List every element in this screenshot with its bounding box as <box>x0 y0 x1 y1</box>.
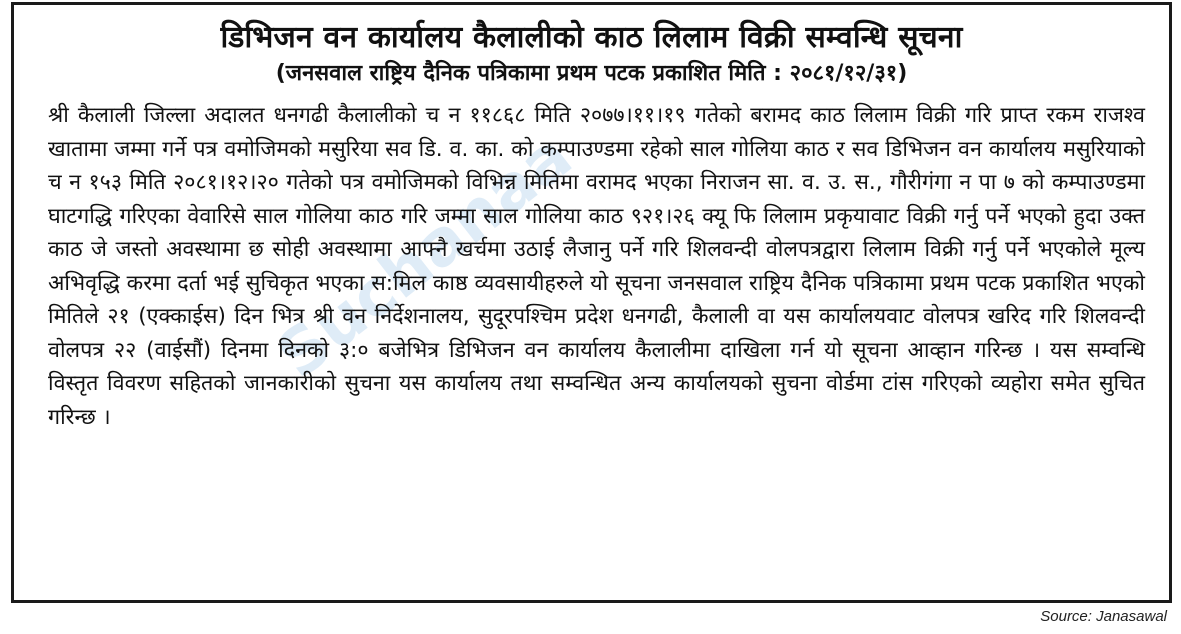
source-credit: Source: Janasawal <box>1040 608 1167 625</box>
notice-frame <box>11 2 1172 603</box>
watermark-text: Suchanaa <box>264 119 586 394</box>
notice-body: श्री कैलाली जिल्ला अदालत धनगढी कैलालीको च न ११८६८ मिति २०७७।११।१९ गतेको बरामद काठ लिलाम विक्री गरि प्राप्त रकम राजश्व खातामा जम्मा गर्ने पत्र वमोजिमको मसुरिया सव डि. व. का. को कम्पाउण्डमा रहेको साल गोलिया काठ र सव डिभिजन वन कार्यालय मसुरियाको च न १५३ मिति २०८१।१२।२० गतेको पत्र वमोजिमको विभिन्न मितिमा वरामद भएका निराजन सा. व. उ. स., गौरीगंगा न पा ७ को कम्पाउण्डमा घाटगद्धि गरिएका वेवारिसे साल गोलिया काठ गरि जम्मा साल गोलिया काठ ९२१।२६ क्यू फि लिलाम प्रकृयावाट विक्री गर्नु पर्ने भएको हुदा उक्त काठ जे जस्तो अवस्थामा छ सोही अवस्थामा आफ्नै खर्चमा उठाई लैजानु पर्ने गरि शिलवन्दी वोलपत्रद्वारा लिलाम विक्री गर्नु पर्ने भएकोले मूल्य अभिवृद्धि करमा दर्ता भई सुचिकृत भएका स:मिल काष्ठ व्यवसायीहरुले यो सूचना जनसवाल राष्ट्रिय दैनिक पत्रिकामा प्रथम पटक प्रकाशित भएको मितिले २१ (एक्काईस) दिन भित्र श्री वन निर्देशनालय, सुदूरपश्चिम प्रदेश धनगढी, कैलाली वा यस कार्यालयवाट वोलपत्र खरिद गरि शिलवन्दी वोलपत्र २२ (वाईसौं) दिनमा दिनको ३:० बजेभित्र डिभिजन वन कार्यालय कैलालीमा दाखिला गर्न यो सूचना आव्हान गरिन्छ । यस सम्वन्धि विस्तृत विवरण सहितको जानकारीको सुचना यस कार्यालय तथा सम्वन्धित अन्य कार्यालयको सुचना वोर्डमा टांस गरिएको व्यहोरा समेत सुचित गरिन्छ । <box>48 103 1145 430</box>
notice-title: डिभिजन वन कार्यालय कैलालीको काठ लिलाम विक्री सम्वन्धि सूचना <box>220 20 963 55</box>
notice-subtitle: (जनसवाल राष्ट्रिय दैनिक पत्रिकामा प्रथम पटक प्रकाशित मिति : २०८१/१२/३१) <box>275 61 908 86</box>
